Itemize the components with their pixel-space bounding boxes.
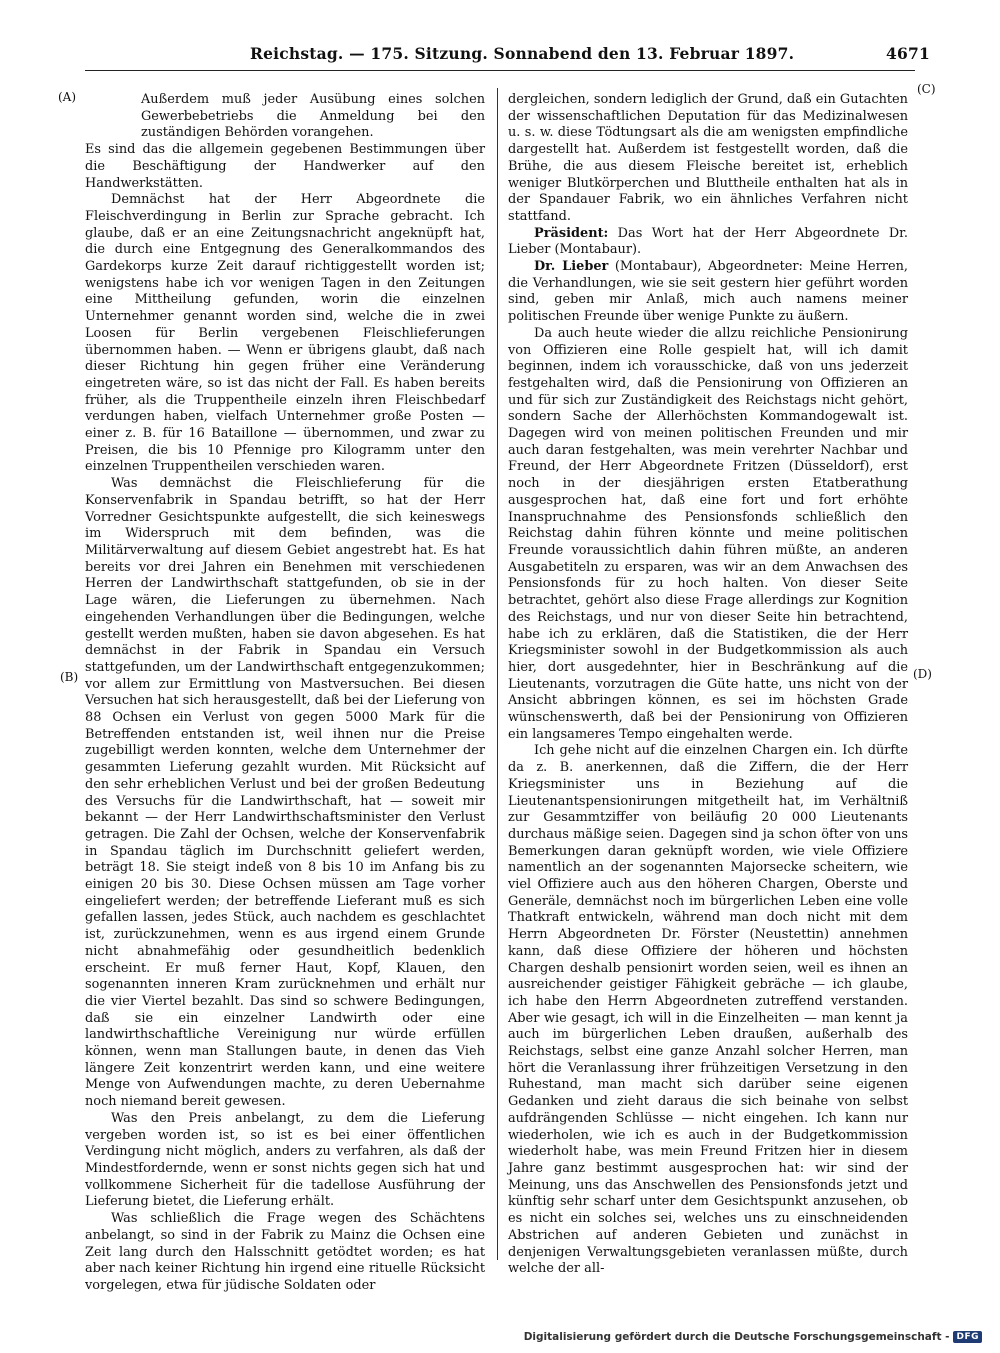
margin-mark-a: (A) xyxy=(58,90,77,104)
paragraph: dergleichen, sondern lediglich der Grund, daß ein Gutachten der wissenschaftlichen Deputation für das Medizinalwesen u. s. w. diese Tödtungsart als die am wenigsten empfindliche dargestellt hat. Außerdem ist festgestellt worden, daß die Brühe, die aus diesem Fleische bereitet ist, erheblich weniger Blutkörperchen und Bluttheile enthalten hat als in der Spandauer Fabrik, wo ein ähnliches Verfahren nicht stattfand. xyxy=(508,92,908,224)
paragraph: Demnächst hat der Herr Abgeordnete die Fleischverdingung in Berlin zur Sprache gebracht. Ich glaube, daß er an eine Zeitungsnachricht angeknüpft hat, die durch eine Entgegnung des Generalkommandos des Gardekorps kurze Zeit darauf richtiggestellt worden ist; wenigstens habe ich vor wenigen Tagen in den Zeitungen eine Mittheilung gefunden, worin die einzelnen Unternehmer genannt worden sind, welche die in zwei Loosen für Berlin vergebenen Fleischlieferungen übernommen haben. — Wenn er übrigens glaubt, daß nach dieser Richtung hin gegen früher eine Veränderung eingetreten wäre, so ist das nicht der Fall. Es haben bereits früher, als die Truppentheile einzeln ihren Fleischbedarf verdungen haben, vielfach Unternehmer große Posten — einer z. B. für 16 Bataillone — übernommen, und zwar zu Preisen, die bis 10 Pfennige pro Kilogramm unter den einzelnen Truppentheilen verschieden waren. xyxy=(85,192,485,475)
paragraph: Was schließlich die Frage wegen des Schächtens anbelangt, so sind in der Fabrik zu Mainz die Ochsen eine Zeit lang durch den Halsschnitt getödtet worden; es hat aber nach keiner Richtung hin irgend eine rituelle Rücksicht vorgelegen, etwa für jüdische Soldaten oder xyxy=(85,1211,485,1293)
paragraph: Was demnächst die Fleischlieferung für die Konservenfabrik in Spandau betrifft, so hat der Herr Vorredner Gesichtspunkte aufgestellt, die sich keineswegs im Widerspruch mit dem befinden, was die Militärverwaltung auf diesem Gebiet angestrebt hat. Es hat bereits vor drei Jahren ein Benehmen mit verschiedenen Herren der Landwirthschaft stattgefunden, ob sie in der Lage wären, die Lieferungen zu übernehmen. Nach eingehenden Verhandlungen über die Bedingungen, welche gestellt werden mußten, haben sie davon abgesehen. Es hat demnächst in der Fabrik in Spandau ein Versuch stattgefunden, um der Landwirthschaft entgegenzukommen; vor allem zur Ermittlung von Mastversuchen. Bei diesen Versuchen hat sich herausgestellt, daß bei der Lieferung von 88 Ochsen ein Verlust von gegen 5000 Mark für die Betreffenden entstanden ist, weil ihnen nur die Preise zugebilligt werden konnten, welche dem Unternehmer der gesammten Lieferung gezahlt wurden. Mit Rücksicht auf den sehr erheblichen Verlust und bei der großen Bedeutung des Versuchs für die Landwirthschaft, hat — soweit mir bekannt — der Herr Landwirthschaftsminister den Verlust getragen. Die Zahl der Ochsen, welche der Konservenfabrik in Spandau täglich im Durchschnitt geliefert werden, beträgt 18. Sie steigt indeß von 8 bis 10 im Anfang bis zu einigen 20 bis 30. Diese Ochsen müssen am Tage vorher eingeliefert werden; der betreffende Lieferant muß es sich gefallen lassen, jedes Stück, auch nachdem es geschlachtet ist, zurückzunehmen, wenn es aus irgend einem Grunde nicht abnahmefähig oder gesundheitlich bedenklich erscheint. Er muß ferner Haut, Kopf, Klauen, den sogenannten inneren Kram zurücknehmen und erhält nur die vier Viertel bezahlt. Das sind so schwere Bedingungen, daß sie ein einzelner Landwirth oder eine landwirthschaftliche Vereinigung nur würde erfüllen können, wenn man Stallungen baute, in denen das Vieh längere Zeit konzentrirt werden kann, und eine weitere Menge von Aufwendungen machte, zu deren Uebernahme noch niemand bereit gewesen. xyxy=(85,476,485,1110)
margin-mark-c: (C) xyxy=(917,82,936,96)
running-title: Reichstag. — 175. Sitzung. Sonnabend den 13. Februar 1897. xyxy=(250,44,795,63)
speaker-name: Dr. Lieber xyxy=(534,259,609,275)
speech-text: Das Wort hat der Herr Abgeordnete Dr. Lieber (Montabaur). xyxy=(508,225,908,258)
header-rule xyxy=(85,70,915,71)
margin-mark-d: (D) xyxy=(913,667,932,681)
paragraph: Außerdem muß jeder Ausübung eines solchen Gewerbebetriebs die Anmeldung bei den zuständigen Behörden vorangehen. xyxy=(141,92,485,141)
column-divider xyxy=(497,88,498,1260)
speaker-name: Präsident: xyxy=(534,225,609,241)
paragraph: Es sind das die allgemein gegebenen Bestimmungen über die Beschäftigung der Handwerker auf den Handwerkstätten. xyxy=(85,142,485,191)
left-column xyxy=(85,92,485,1295)
paragraph: Was den Preis anbelangt, zu dem die Lieferung vergeben worden ist, so ist es bei einer öffentlichen Verdingung nicht möglich, anders zu verfahren, als daß der Mindestfordernde, wenn er sonst nichts gegen sich hat und vollkommene Sicherheit für die tadellose Ausführung der Lieferung bietet, die Lieferung erhält. xyxy=(85,1110,485,1210)
paragraph: Da auch heute wieder die allzu reichliche Pensionirung von Offizieren eine Rolle gespielt hat, will ich damit beginnen, indem ich vorausschicke, daß von uns jederzeit festgehalten wird, daß die Pensionirung von Offizieren an und für sich zur Zuständigkeit des Reichstags nicht gehört, sondern Sache der Allerhöchsten Kommandogewalt ist. Dagegen wird von meinen politischen Freunden und mir auch daran festgehalten, was mein verehrter Nachbar und Freund, der Herr Abgeordnete Fritzen (Düsseldorf), erst noch in der diesjährigen ersten Etatberathung ausgesprochen hat, daß eine fort und fort erhöhte Inanspruchnahme des Pensionsfonds schließlich den Reichstag dahin führen könnte und meine politischen Freunde voraussichtlich dahin führen müßte, an anderen Ausgabetiteln zu ersparen, was wir an dem Anwachsen des Pensionsfonds für zu hoch halten. Von dieser Seite betrachtet, gehört also diese Frage allerdings zur Kognition des Reichstags, und nur von dieser Seite hin betrachtend, habe ich zu erklären, daß die Statistiken, die der Herr Kriegsminister sowohl in der Budgetkommission als auch hier, dort ausgedehnter, hier in Beschränkung auf die Lieutenants, vorzutragen die Güte hatte, uns nicht von der Ansicht abbringen können, es sei im höchsten Grade wünschenswerth, daß bei der Pensionirung von Offizieren ein langsameres Tempo eingehalten werde. xyxy=(508,325,908,742)
right-column xyxy=(508,92,908,1278)
speaker-paragraph xyxy=(508,226,908,259)
speech-text: (Montabaur), Abgeordneter: Meine Herren, die Verhandlungen, wie sie seit gestern hier geführt worden sind, geben mir Anlaß, mich auch namens meiner politischen Freunde über wenige Punkte zu äußern. xyxy=(508,259,908,325)
footer-text: Digitalisierung gefördert durch die Deutsche Forschungsgemeinschaft - xyxy=(523,1331,950,1343)
digitization-footer xyxy=(524,1331,982,1343)
speaker-paragraph xyxy=(508,259,908,326)
page-number: 4671 xyxy=(886,44,930,63)
paragraph: Ich gehe nicht auf die einzelnen Chargen ein. Ich dürfte da z. B. anerkennen, daß die Ziffern, die der Herr Kriegsminister uns in Beziehung auf die Lieutenantspensionirungen mitgetheilt hat, im Verhältniß zur Gesammtziffer von beiläufig 20 000 Lieutenants durchaus mäßige seien. Dagegen sind ja schon öfter von uns Bemerkungen daran geknüpft worden, wie viele Offiziere namentlich an der sogenannten Majorsecke scheitern, wie viel Offiziere auch aus den höheren Chargen, Oberste und Generäle, demnächst noch im bürgerlichen Leben eine volle Thatkraft entwickeln, während man doch nicht mit dem Herrn Abgeordneten Dr. Förster (Neustettin) annehmen kann, daß diese Offiziere der höheren und höchsten Chargen deshalb pensionirt worden seien, weil es ihnen an ausreichender geistiger Fähigkeit gebräche — ich glaube, ich habe den Herrn Abgeordneten zutreffend verstanden. Aber wie gesagt, ich will in die Einzelheiten — man kennt ja auch im bürgerlichen Leben draußen, außerhalb des Reichstags, selbst eine ganze Anzahl solcher Herren, man hört die Veranlassung ihrer frühzeitigen Versetzung in den Ruhestand, man macht sich darüber seine eigenen Gedanken und zieht daraus die sich beinahe von selbst aufdrängenden Schlüsse — nicht eingehen. Ich kann nur wiederholen, wie ich es auch in der Budgetkommission wiederholt habe, was mein Freund Fritzen hier in diesem Jahre ganz bestimmt ausgesprochen hat: wir sind der Meinung, uns das Anschwellen des Pensionsfonds jetzt und künftig sehr scharf unter dem Gesichtspunkt anzusehen, ob es nicht ein solches sei, welches uns zu einschneidenden Abstrichen auf anderen Gebieten und zunächst in denjenigen Verwaltungsgebieten veranlassen müßte, durch welche der all- xyxy=(508,743,908,1277)
margin-mark-b: (B) xyxy=(60,670,79,684)
dfg-logo-icon: DFG xyxy=(953,1331,982,1343)
